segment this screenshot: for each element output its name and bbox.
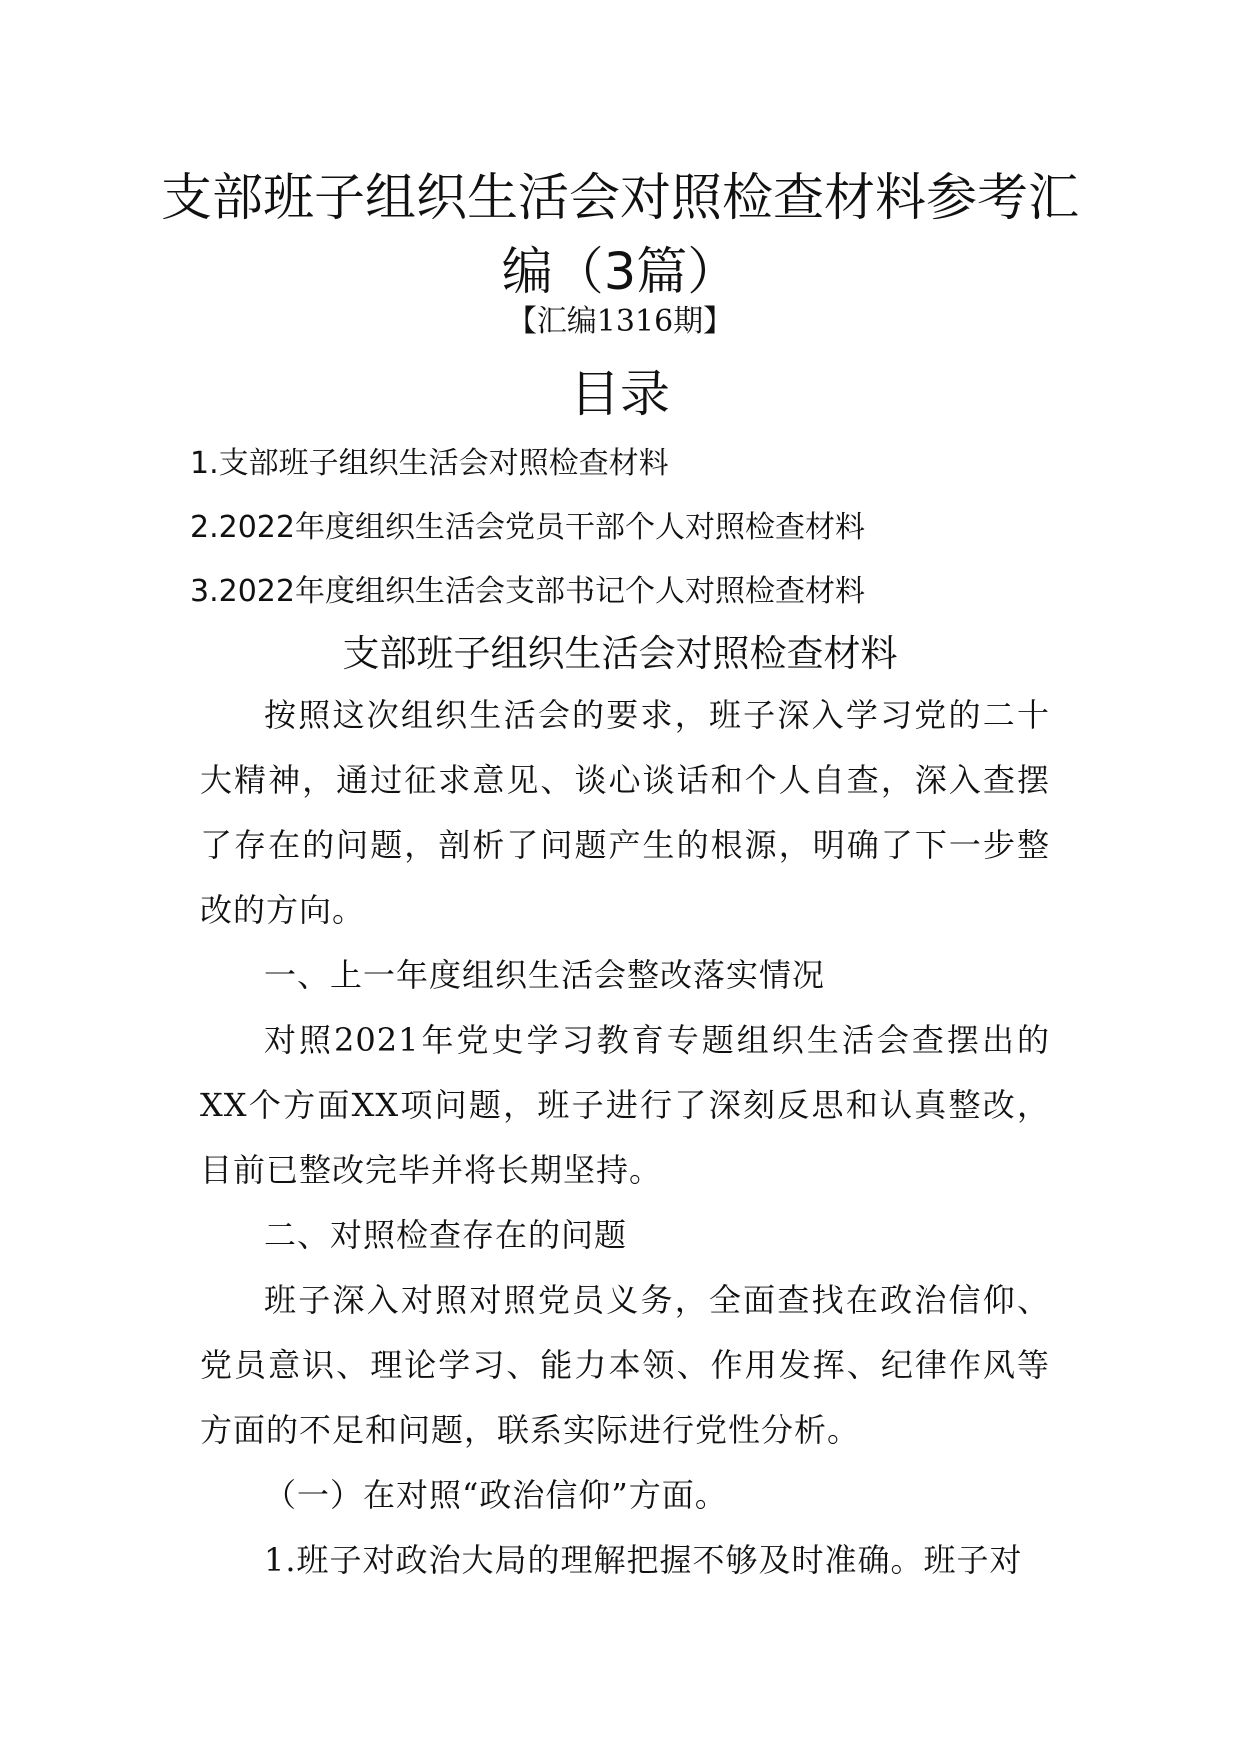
section-title: 支部班子组织生活会对照检查材料 <box>342 632 898 675</box>
title-line-2: 编（3篇） <box>501 243 739 302</box>
title-line-1: 支部班子组织生活会对照检查材料参考汇 <box>160 169 1079 228</box>
paragraph-intro: 按照这次组织生活会的要求，班子深入学习党的二十大精神，通过征求意见、谈心谈话和个人自查，深入查摆了存在的问题，剖析了问题产生的根源，明确了下一步整改的方向。 <box>200 696 1050 929</box>
paragraph-rectification: 对照2021年党史学习教育专题组织生活会查摆出的XX个方面XX项问题，班子进行了深刻反思和认真整改，目前已整改完毕并将长期坚持。 <box>200 1021 1050 1189</box>
toc-heading: 目录 <box>570 365 670 423</box>
toc-item-2[interactable]: 2.2022年度组织生活会党员干部个人对照检查材料 <box>190 510 865 545</box>
document-title <box>150 162 1090 310</box>
toc-item-1[interactable]: 1.支部班子组织生活会对照检查材料 <box>190 446 669 481</box>
paragraph-problems: 班子深入对照对照党员义务，全面查找在政治信仰、党员意识、理论学习、能力本领、作用发挥、纪律作风等方面的不足和问题，联系实际进行党性分析。 <box>200 1281 1050 1449</box>
subheading-political-belief: （一）在对照“政治信仰”方面。 <box>264 1476 728 1514</box>
heading-part-1: 一、上一年度组织生活会整改落实情况 <box>264 956 826 994</box>
document-body <box>200 683 1050 1593</box>
issue-number: 【汇编1316期】 <box>506 304 734 339</box>
paragraph-item-1: 1.班子对政治大局的理解把握不够及时准确。班子对 <box>264 1541 1023 1579</box>
toc-item-3[interactable]: 3.2022年度组织生活会支部书记个人对照检查材料 <box>190 574 865 609</box>
heading-part-2: 二、对照检查存在的问题 <box>264 1216 628 1254</box>
table-of-contents <box>190 432 1090 624</box>
